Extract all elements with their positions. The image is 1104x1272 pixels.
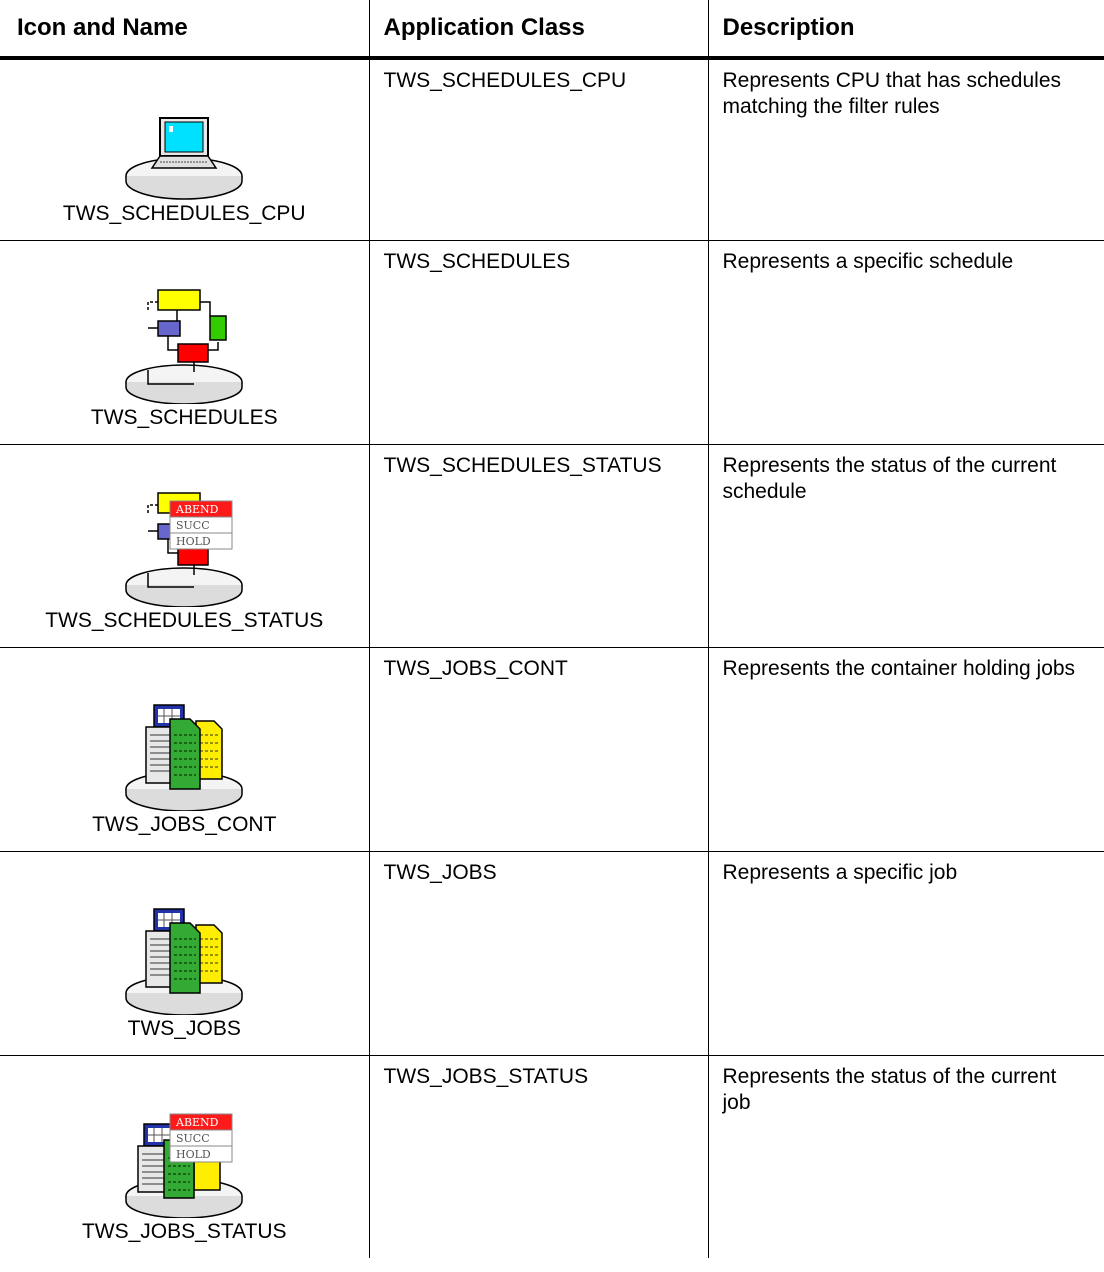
description-cell: Represents the container holding jobs [708,648,1104,852]
icon-name: TWS_SCHEDULES_CPU [62,202,306,225]
header-application-class: Application Class [369,0,708,58]
icon-name: TWS_JOBS_CONT [92,813,277,836]
icon-name: TWS_SCHEDULES_STATUS [45,609,324,632]
status-label-succ: SUCC [176,519,210,532]
icon-name: TWS_JOBS [127,1017,241,1040]
description-cell: Represents a specific schedule [708,241,1104,445]
header-icon-and-name: Icon and Name [0,0,369,58]
status-label-abend: ABEND [176,1116,219,1129]
application-class-cell: TWS_SCHEDULES_STATUS [369,445,708,648]
description-cell: Represents the status of the current schedule [708,445,1104,648]
header-description: Description [708,0,1104,58]
icon-and-name-cell [0,58,369,241]
icon-and-name-cell [0,648,369,852]
table-row [0,58,1104,241]
application-class-cell: TWS_JOBS_STATUS [369,1056,708,1259]
schedule-status-icon [124,489,244,607]
icon-and-name-cell [0,1056,369,1259]
description-cell: Represents a specific job [708,852,1104,1056]
application-class-cell: TWS_JOBS_CONT [369,648,708,852]
table-header-row [0,0,1104,58]
description-cell: Represents CPU that has schedules matching the filter rules [708,58,1104,241]
schedule-flowchart-icon [124,286,244,404]
status-label-hold: HOLD [176,535,211,548]
icon-and-name-cell [0,241,369,445]
icon-name: TWS_SCHEDULES [90,406,278,429]
icon-and-name-cell [0,852,369,1056]
application-class-cell: TWS_JOBS [369,852,708,1056]
description-cell: Represents the status of the current job [708,1056,1104,1259]
icon-name: TWS_JOBS_STATUS [81,1220,287,1243]
status-label-abend: ABEND [176,503,219,516]
job-status-icon [124,1110,244,1218]
status-label-succ: SUCC [176,1132,210,1145]
table-row [0,1056,1104,1259]
computer-on-platform-icon [124,116,244,200]
jobs-container-icon [124,703,244,811]
job-icon [124,907,244,1015]
application-class-cell: TWS_SCHEDULES_CPU [369,58,708,241]
table-row [0,852,1104,1056]
status-label-hold: HOLD [176,1148,211,1161]
table-row [0,445,1104,648]
table-row [0,648,1104,852]
table-row [0,241,1104,445]
icon-and-name-cell [0,445,369,648]
application-class-cell: TWS_SCHEDULES [369,241,708,445]
